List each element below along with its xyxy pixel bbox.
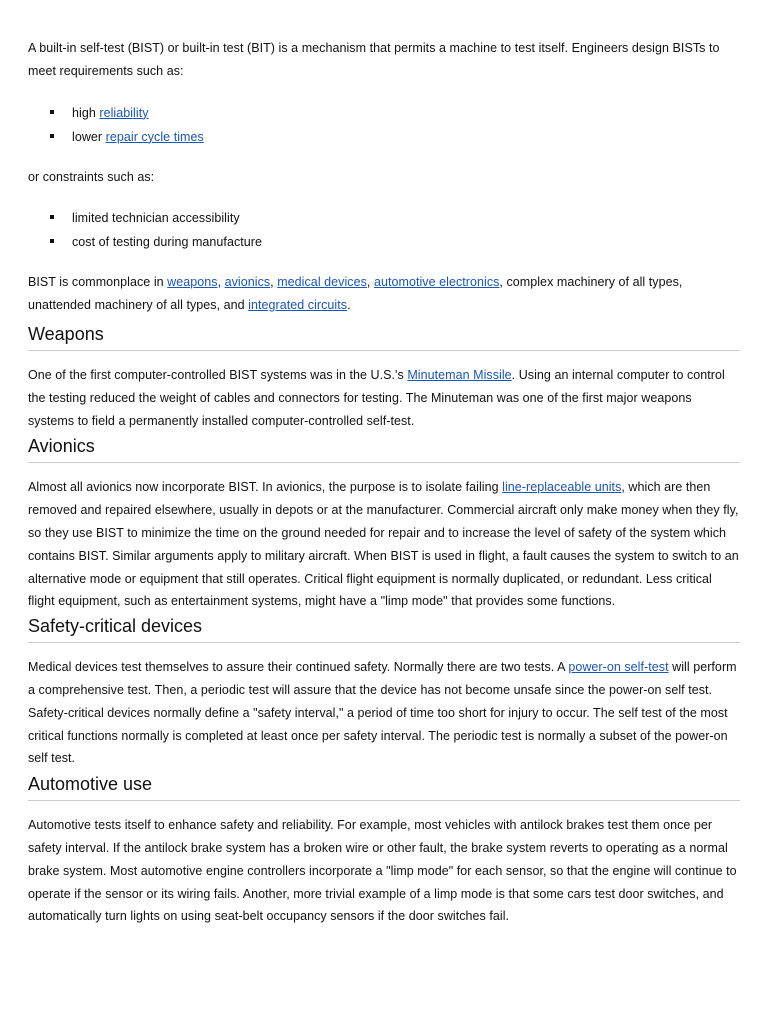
- list-item: [50, 230, 740, 254]
- bullet-icon: [50, 134, 54, 138]
- integrated-circuits-link[interactable]: integrated circuits: [248, 298, 348, 313]
- reliability-link[interactable]: reliability: [99, 105, 149, 120]
- text-span: Almost all avionics now incorporate BIST. In avionics, the purpose is to isolate failing: [28, 480, 503, 495]
- safety-critical-heading: Safety-critical devices: [28, 614, 740, 643]
- intro-paragraph: A built-in self-test (BIST) or built-in test (BIT) is a mechanism that permits a machine to test itself. Engineers design BISTs to meet requirements such as:: [28, 41, 720, 78]
- list-item-text: cost of testing during manufacture: [72, 235, 262, 250]
- list-item-text: limited technician accessibility: [72, 211, 240, 226]
- constraints-intro: or constraints such as:: [28, 169, 155, 184]
- text-span: . Using an internal computer to control the testing reduced the weight of cables and connectors for testing. The Minuteman was one of the first major weapons systems to field a permanently installed computer-controlled self-test.: [28, 367, 725, 428]
- bullet-icon: [50, 239, 54, 243]
- requirements-list: [28, 101, 740, 149]
- weapons-heading: Weapons: [28, 322, 740, 351]
- text-span: BIST is commonplace in: [28, 275, 168, 290]
- avionics-link[interactable]: avionics: [224, 275, 271, 290]
- text-span: ,: [217, 275, 225, 290]
- text-span: One of the first computer-controlled BIST systems was in the U.S.'s: [28, 367, 408, 382]
- list-item-prefix: lower: [72, 129, 106, 144]
- list-item: [50, 206, 740, 230]
- automotive-heading: Automotive use: [28, 772, 740, 801]
- weapons-link[interactable]: weapons: [167, 275, 218, 290]
- constraints-list: [28, 206, 740, 254]
- text-span: .: [347, 298, 351, 313]
- text-span: ,: [366, 275, 374, 290]
- line-replaceable-units-link[interactable]: line-replaceable units: [502, 480, 622, 495]
- text-span: Medical devices test themselves to assure their continued safety. Normally there are two tests. A: [28, 660, 569, 675]
- weapons-paragraph: [28, 364, 740, 432]
- power-on-self-test-link[interactable]: power-on self-test: [568, 660, 669, 675]
- text-span: , complex machinery of all types, unattended machinery of all types, and: [28, 275, 683, 313]
- medical-devices-link[interactable]: medical devices: [277, 275, 367, 290]
- text-span: will perform a comprehensive test. Then, a periodic test will assure that the device has not become unsafe since the power-on self test. Safety-critical devices normally define a "safety interval," a period of time too short for injury to occur. The self test of the most critical functions normally is completed at least once per safety interval. The periodic test is normally a subset of the power-on self test.: [28, 660, 737, 766]
- text-span: ,: [270, 275, 278, 290]
- list-item: [50, 125, 740, 149]
- list-item-prefix: high: [72, 105, 100, 120]
- automotive-electronics-link[interactable]: automotive electronics: [373, 275, 500, 290]
- list-item: [50, 101, 740, 125]
- repair-cycle-times-link[interactable]: repair cycle times: [105, 129, 204, 144]
- text-span: , which are then removed and repaired elsewhere, usually in depots or at the manufacturer. Commercial aircraft only make money when they fly, so they use BIST to minimize the time on the ground needed for repair and to increase the level of safety of the system which contains BIST. Similar arguments apply to military aircraft. When BIST is used in flight, a fault causes the system to switch to an alternative mode or equipment that still operates. Critical flight equipment is normally duplicated, or redundant. Less critical flight equipment, such as entertainment systems, might have a "limp mode" that provides some functions.: [28, 480, 739, 609]
- avionics-heading: Avionics: [28, 434, 740, 463]
- minuteman-missile-link[interactable]: Minuteman Missile: [407, 367, 512, 382]
- bullet-icon: [50, 110, 54, 114]
- bist-commonplace-paragraph: [28, 271, 740, 317]
- avionics-paragraph: [28, 476, 740, 613]
- bullet-icon: [50, 215, 54, 219]
- automotive-paragraph: Automotive tests itself to enhance safety and reliability. For example, most vehicles with antilock brakes test them once per safety interval. If the antilock brake system has a broken wire or other fault, the brake system reverts to operating as a normal brake system. Most automotive engine controllers incorporate a "limp mode" for each sensor, so that the engine will continue to operate if the sensor or its wiring fails. Another, more trivial example of a limp mode is that some cars test door switches, and automatically turn lights on using seat-belt occupancy sensors if the door switches fail.: [28, 818, 737, 924]
- safety-critical-paragraph: [28, 656, 740, 770]
